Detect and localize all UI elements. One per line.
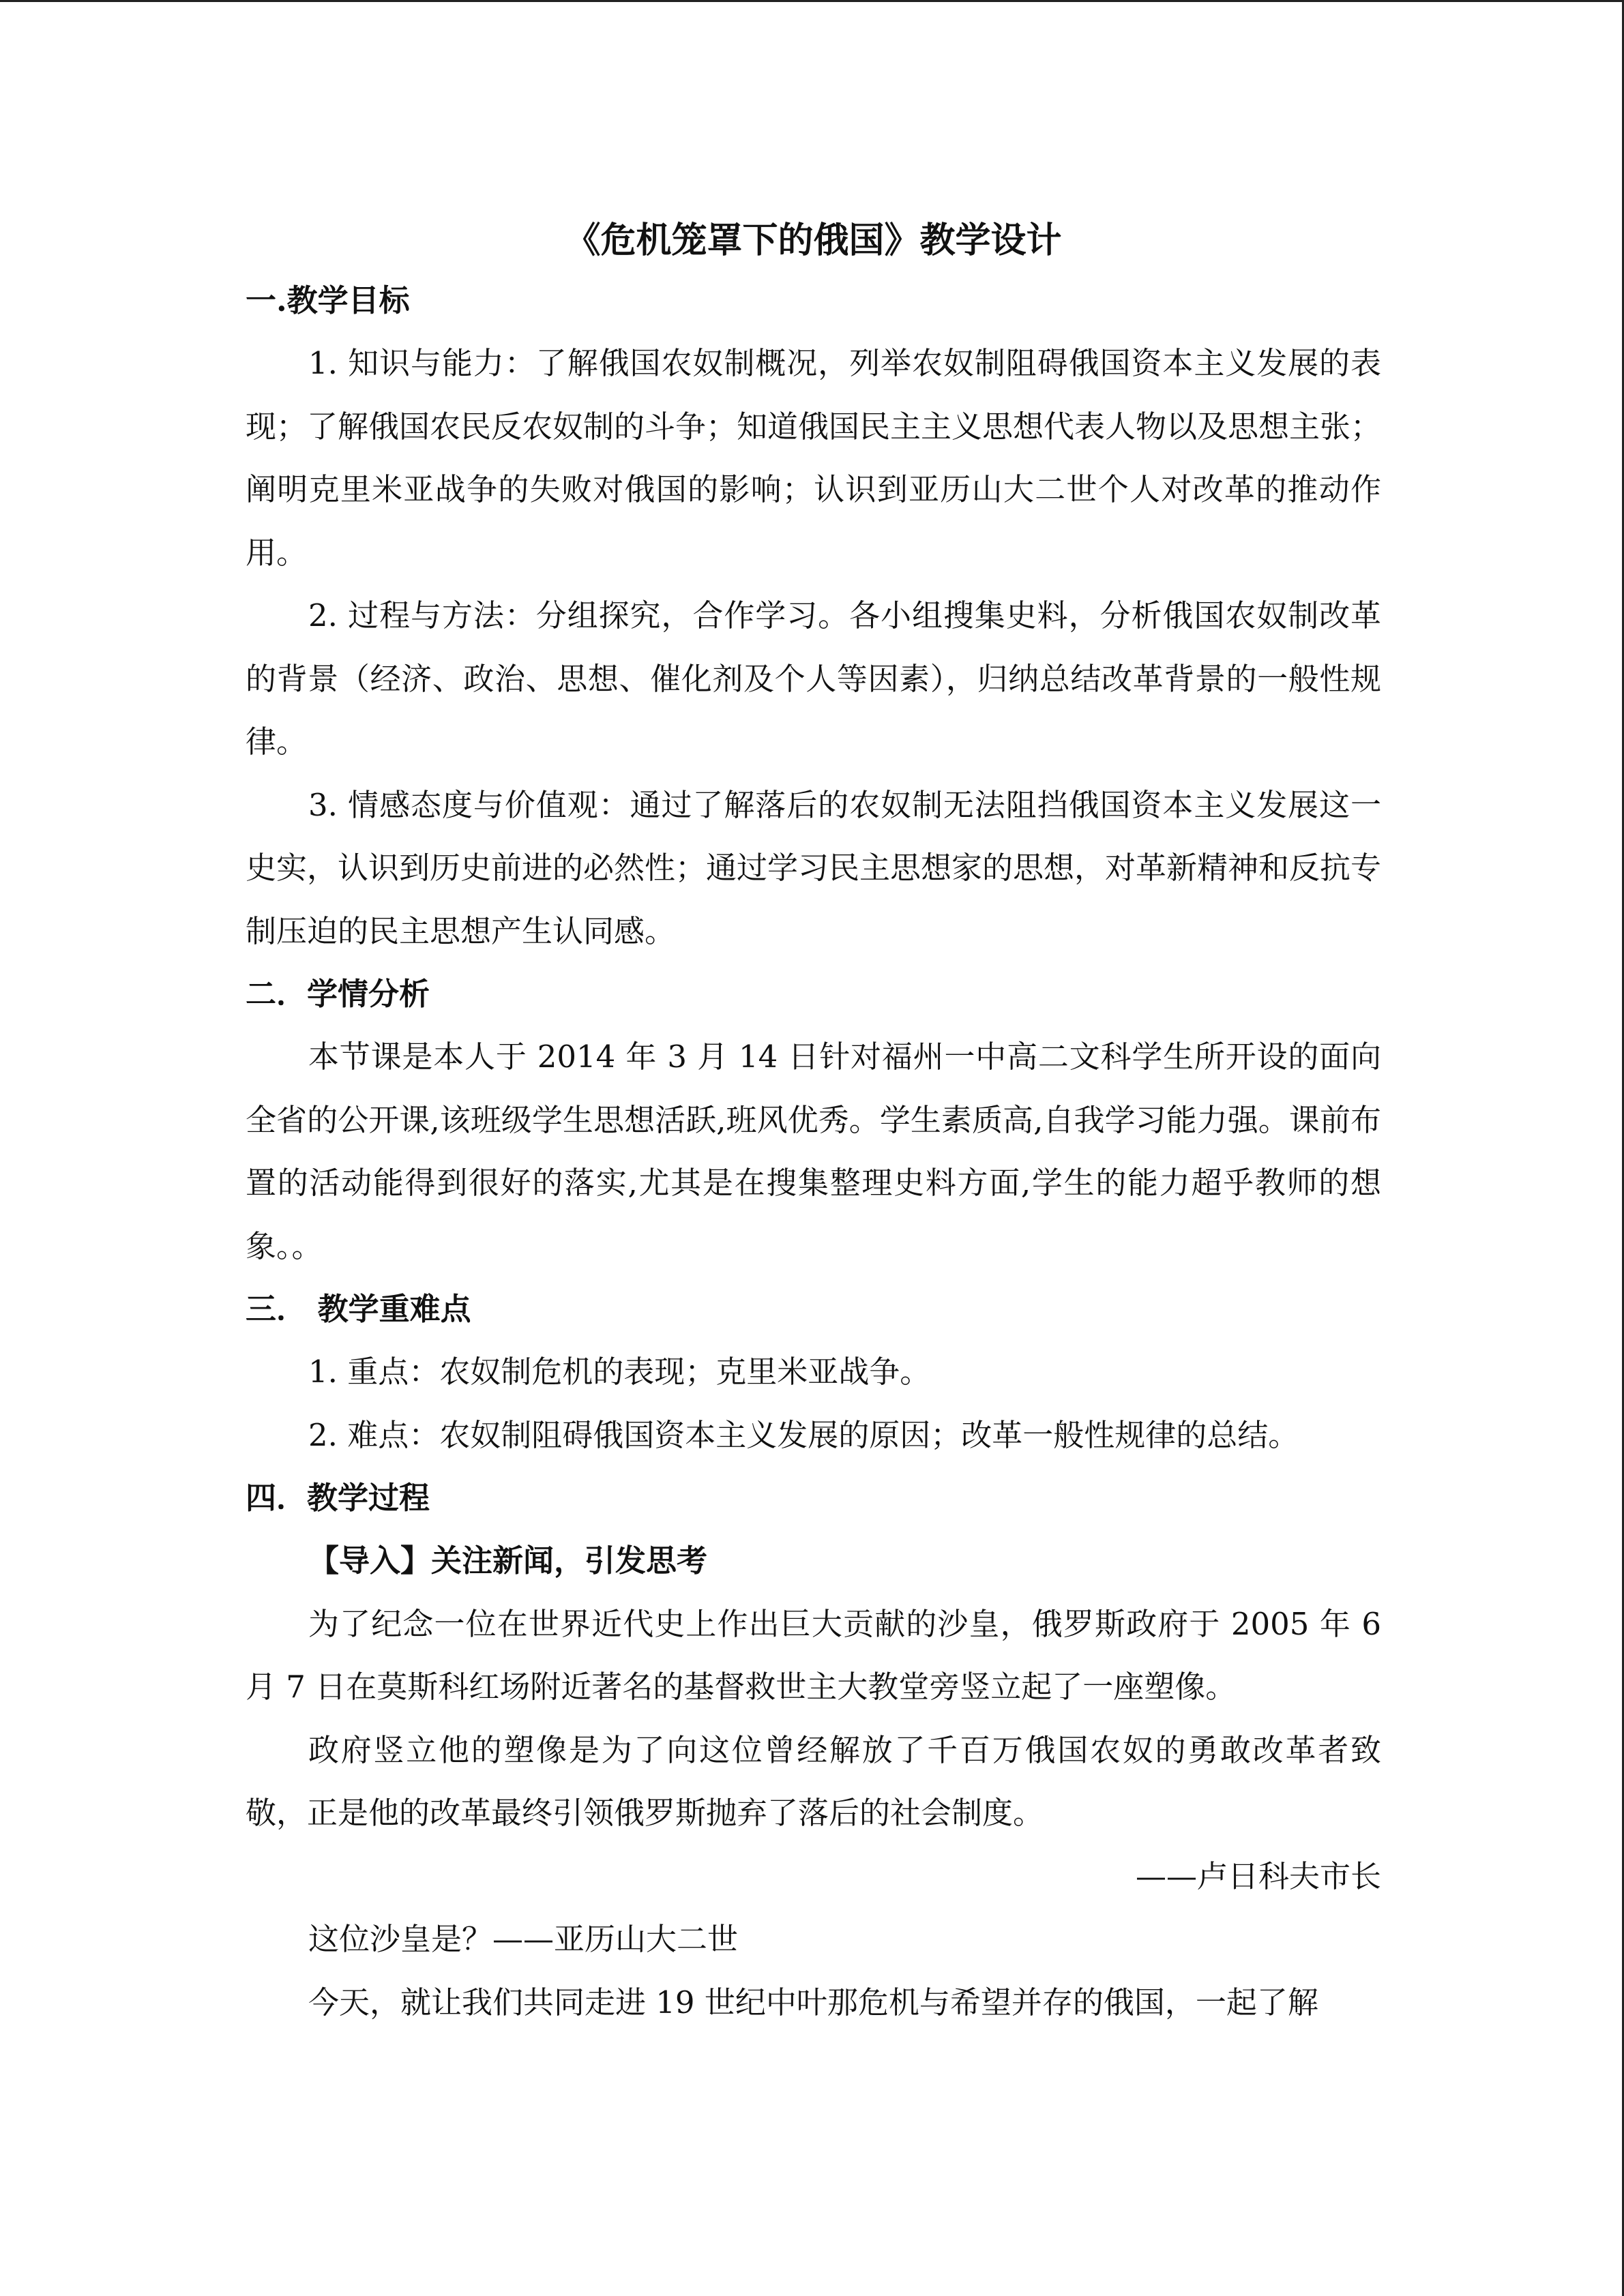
document-body [246,208,1381,2034]
section-heading-analysis: 二．学情分析 [246,976,430,1012]
section-heading-process: 四．教学过程 [246,1480,430,1516]
goal-item-knowledge: 1. 知识与能力：了解俄国农奴制概况，列举农奴制阻碍俄国资本主义发展的表现；了解俄国农民反农奴制的斗争；知道俄国民主主义思想代表人物以及思想主张；阐明克里米亚战争的失败对俄国的影响；认识到亚历山大二世个人对改革的推动作用。 [246,345,1382,571]
quote-attribution: ——卢日科夫市长 [1135,1858,1381,1894]
keypoint-item-difficulty: 2. 难点：农奴制阻碍俄国资本主义发展的原因；改革一般性规律的总结。 [308,1416,1299,1453]
intro-question: 这位沙皇是？——亚历山大二世 [308,1921,739,1957]
keypoint-item-focus: 1. 重点：农奴制危机的表现；克里米亚战争。 [308,1354,931,1390]
intro-closing: 今天，就让我们共同走进 19 世纪中叶那危机与希望并存的俄国，一起了解 [308,1984,1318,2021]
section-heading-keypoints: 三． 教学重难点 [246,1291,471,1327]
intro-subheading: 【导入】关注新闻，引发思考 [308,1542,708,1579]
section-heading-goals: 一.教学目标 [246,282,410,318]
analysis-paragraph: 本节课是本人于 2014 年 3 月 14 日针对福州一中高二文科学生所开设的面向全省的公开课,该班级学生思想活跃,班风优秀。学生素质高,自我学习能力强。课前布置的活动能得到很好的落实,尤其是在搜集整理史料方面,学生的能力超乎教师的想象。。 [246,1039,1381,1264]
intro-paragraph-2: 政府竖立他的塑像是为了向这位曾经解放了千百万俄国农奴的勇敢改革者致敬，正是他的改革最终引领俄罗斯抛弃了落后的社会制度。 [246,1731,1381,1831]
goal-item-values: 3. 情感态度与价值观：通过了解落后的农奴制无法阻挡俄国资本主义发展这一史实，认识到历史前进的必然性；通过学习民主思想家的思想，对革新精神和反抗专制压迫的民主思想产生认同感。 [246,786,1382,949]
document-title: 《危机笼罩下的俄国》教学设计 [565,220,1062,261]
goal-item-process: 2. 过程与方法：分组探究，合作学习。各小组搜集史料，分析俄国农奴制改革的背景（经济、政治、思想、催化剂及个人等因素），归纳总结改革背景的一般性规律。 [246,597,1381,760]
intro-paragraph-1: 为了纪念一位在世界近代史上作出巨大贡献的沙皇，俄罗斯政府于 2005 年 6 月 7 日在莫斯科红场附近著名的基督救世主大教堂旁竖立起了一座塑像。 [246,1605,1381,1705]
